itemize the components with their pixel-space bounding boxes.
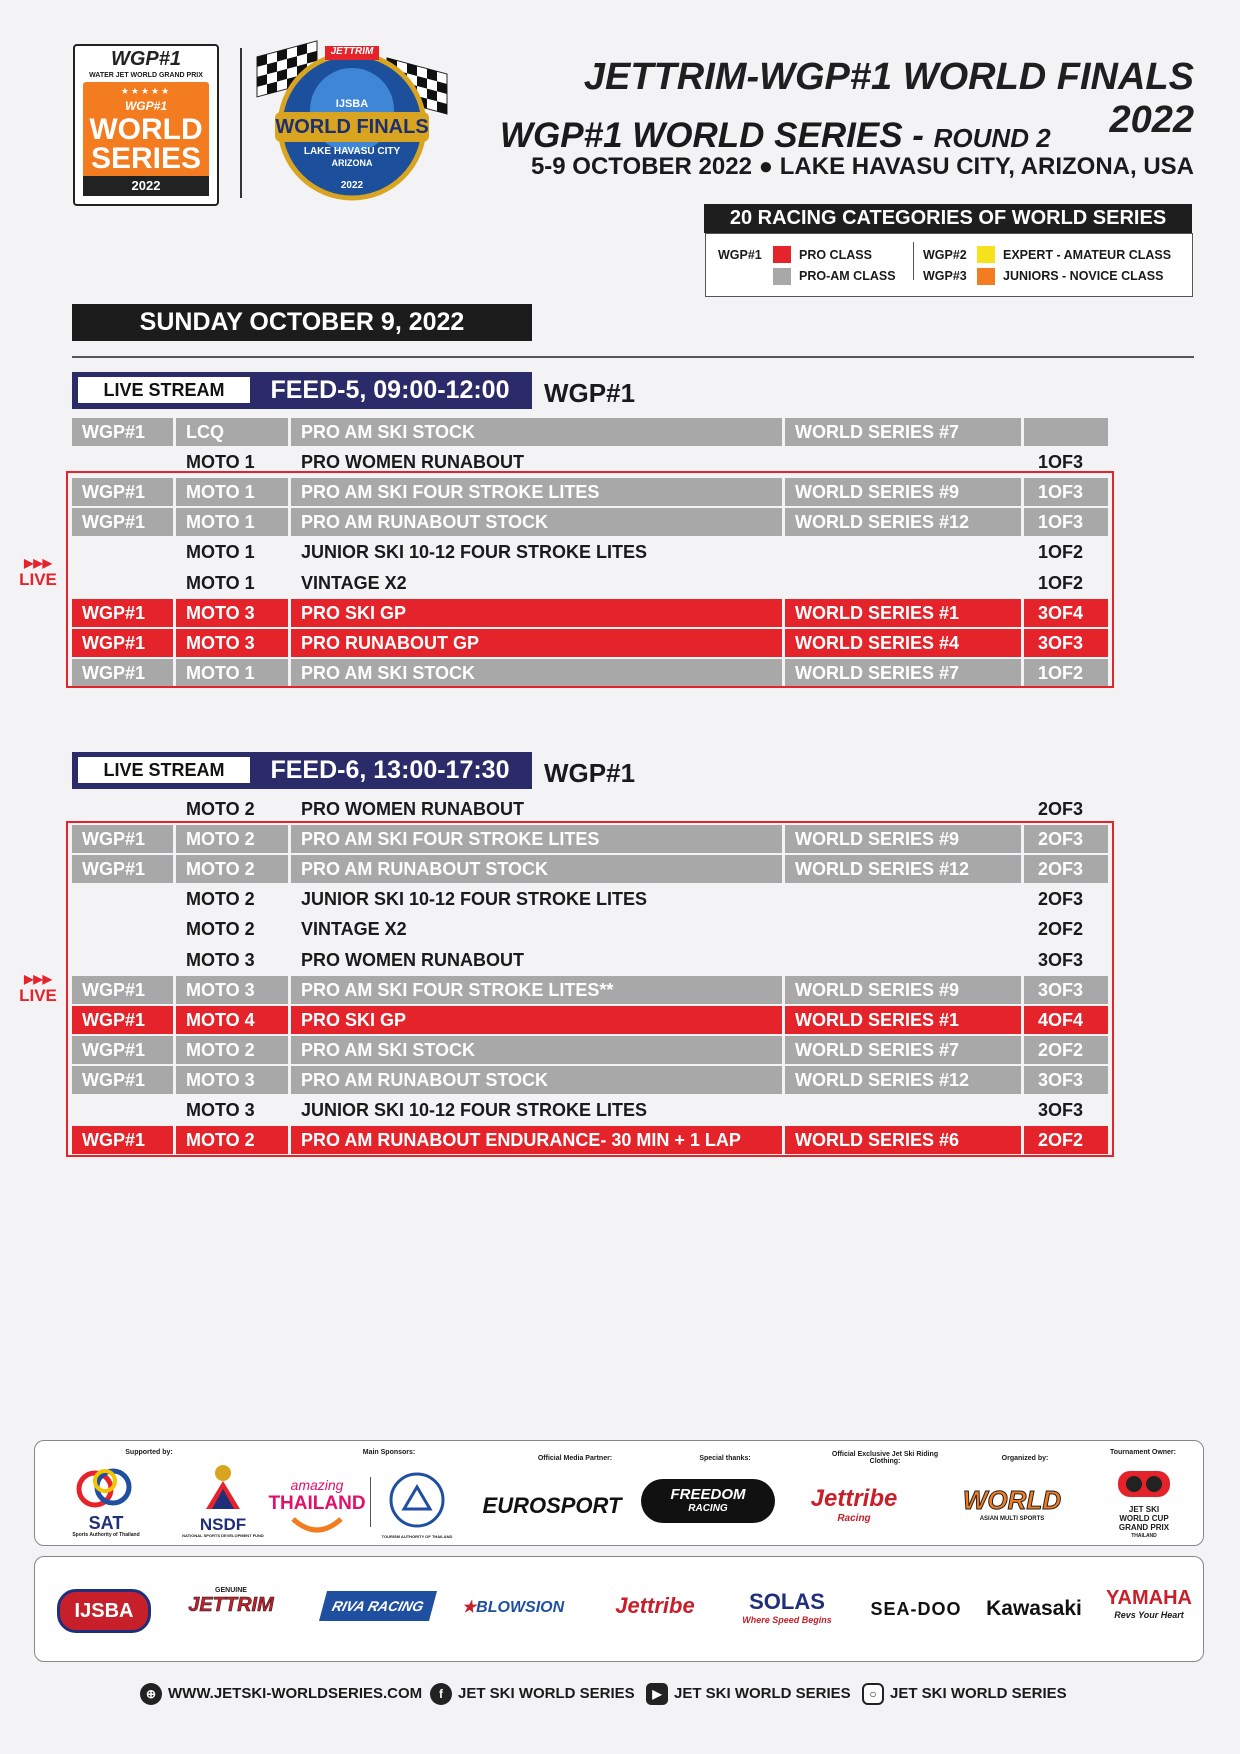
footer-instagram[interactable] [862,1682,1067,1706]
class-cell: WGP#1 [72,659,173,687]
sat-text: SAT [88,1513,124,1533]
class-cell: WGP#1 [72,629,173,657]
label-owner: Tournament Owner: [1110,1449,1176,1456]
legend-swatch-proam [773,268,791,285]
moto-cell: MOTO 2 [176,1126,288,1154]
wf-logo-loc1: LAKE HAVASU CITY [303,146,401,157]
jettrim-sub: GENUINE [215,1587,247,1594]
feed6-live-frame [66,821,1114,1157]
heat-cell: 2OF2 [1024,1126,1108,1154]
heat-cell: 1OF2 [1024,659,1108,687]
sat-logo [71,1467,141,1538]
live-text: LIVE [19,570,57,589]
category-cell: PRO SKI GP [291,599,782,627]
wf-logo-loc2: ARIZONA [331,158,373,168]
freedom-text: FREEDOM [670,1486,746,1503]
facebook-icon: f [430,1683,452,1705]
subtitle-round: ROUND 2 [933,123,1051,153]
moto-cell: MOTO 1 [176,659,288,687]
moto-cell: MOTO 1 [176,478,288,506]
series-cell: WORLD SERIES #7 [785,1036,1021,1064]
event-dates: 5-9 OCTOBER 2022 ● LAKE HAVASU CITY, ARIZONA, USA [530,153,1194,180]
world-logo [947,1485,1077,1522]
moto-cell: MOTO 2 [186,919,255,940]
yamaha-logo [1099,1587,1199,1620]
heat-cell: 3OF3 [1024,1066,1108,1094]
smile-swoosh-icon [287,1515,347,1537]
heat-cell: 3OF4 [1024,599,1108,627]
ws-logo-words [83,115,209,173]
tat-text: TOURISM AUTHORITY OF THAILAND [381,1534,453,1539]
world-sub: ASIAN MULTI SPORTS [979,1516,1045,1522]
feed5-live-frame [66,471,1114,688]
ws-logo-stars: ★★★★★ [120,86,172,96]
moto-cell: MOTO 2 [176,1036,288,1064]
category-cell: VINTAGE X2 [301,919,407,940]
freedom-sub: RACING [688,1503,728,1514]
category-cell: PRO AM RUNABOUT STOCK [291,508,782,536]
heat-cell: 1OF2 [1038,572,1084,593]
heat-cell: 1OF3 [1038,452,1084,473]
footer-facebook-text: JET SKI WORLD SERIES [458,1685,635,1702]
category-cell: PRO WOMEN RUNABOUT [301,452,524,473]
world-text: WORLD [962,1485,1062,1515]
sat-sub: Sports Authority of Thailand [72,1532,140,1538]
olympic-rings-icon [71,1467,141,1509]
legend-proam: PRO-AM CLASS [799,269,896,283]
feed6-tag: WGP#1 [544,758,636,788]
footer-youtube-text: JET SKI WORLD SERIES [674,1685,851,1702]
class-cell: WGP#1 [72,418,173,446]
heat-cell: 2OF3 [1024,825,1108,853]
page-title: JETTRIM-WGP#1 WORLD FINALS 2022 [583,56,1194,141]
moto-cell: MOTO 2 [176,825,288,853]
moto-cell: MOTO 3 [176,1066,288,1094]
legend-divider [913,242,914,280]
series-cell: WORLD SERIES #1 [785,1006,1021,1034]
ws-logo-orange-box [83,82,209,196]
class-cell: WGP#1 [72,855,173,883]
label-clothing: Official Exclusive Jet Ski Riding Clothing: [831,1451,939,1465]
thailand-text: THAILAND [268,1493,366,1514]
riva-racing-logo: RIVA RACING [319,1591,437,1621]
feed5-title: FEED-5, 09:00-12:00 [270,376,510,404]
subtitle-main: WGP#1 WORLD SERIES - [500,116,934,155]
page-subtitle [500,116,1080,156]
heat-cell: 3OF3 [1038,1100,1084,1120]
category-cell: PRO AM RUNABOUT ENDURANCE- 30 MIN + 1 LAP [291,1126,782,1154]
eurosport-logo: EUROSPORT [482,1493,622,1518]
legend-wgp2: WGP#2 [923,248,967,262]
legend-pro: PRO CLASS [799,248,872,262]
class-cell: WGP#1 [72,508,173,536]
jettribe-sub: Racing [837,1513,871,1524]
legend-swatch-expert [977,246,995,263]
category-cell: PRO AM RUNABOUT STOCK [291,1066,782,1094]
live-stream-label: LIVE STREAM [78,377,250,403]
blowsion-text: BLOWSION [476,1599,565,1616]
sponsors-box-2 [34,1556,1204,1662]
ws-logo-top: WGP#1 [110,48,182,70]
jettribe-text: Jettribe [810,1485,898,1512]
blowsion-logo [453,1597,573,1617]
live-arrows-icon: ▶▶▶ [24,556,52,570]
moto-cell: MOTO 2 [186,889,255,910]
heat-cell [1024,418,1108,446]
feed6-title: FEED-6, 13:00-17:30 [270,756,510,784]
nsdf-text: NSDF [199,1515,247,1534]
solas-text: SOLAS [749,1589,825,1614]
table-row [72,795,1108,823]
moto-cell: MOTO 2 [176,855,288,883]
category-cell: PRO RUNABOUT GP [291,629,782,657]
footer [140,1682,1120,1706]
category-cell: PRO AM SKI FOUR STROKE LITES [291,478,782,506]
owner-line4: THAILAND [1131,1533,1157,1539]
ijsba-logo: IJSBA [57,1589,151,1633]
feed6-header [72,752,532,789]
series-cell: WORLD SERIES #4 [785,629,1021,657]
heat-cell: 1OF3 [1024,508,1108,536]
moto-cell: MOTO 4 [176,1006,288,1034]
legend-swatch-pro [773,246,791,263]
moto-cell: MOTO 3 [186,949,255,970]
category-cell: PRO AM SKI STOCK [291,659,782,687]
footer-instagram-text: JET SKI WORLD SERIES [890,1685,1067,1702]
series-cell: WORLD SERIES #7 [785,659,1021,687]
footer-facebook[interactable] [430,1682,635,1706]
legend-juniors: JUNIORS - NOVICE CLASS [1003,269,1164,283]
header-divider [240,48,242,198]
goggles-emblem-icon [1114,1463,1174,1503]
owner-line3: GRAND PRIX [1118,1523,1170,1532]
class-cell: WGP#1 [72,1066,173,1094]
category-cell: JUNIOR SKI 10-12 FOUR STROKE LITES [301,1100,648,1120]
table-row [72,418,1108,446]
heat-cell: 3OF3 [1038,949,1084,970]
footer-youtube[interactable] [646,1682,851,1706]
series-cell: WORLD SERIES #12 [785,855,1021,883]
label-supported: Supported by: [125,1449,173,1456]
tat-logo [377,1471,457,1539]
series-cell: WORLD SERIES #9 [785,478,1021,506]
series-cell: WORLD SERIES #7 [785,418,1021,446]
legend-wgp3: WGP#3 [923,269,967,283]
series-cell: WORLD SERIES #12 [785,508,1021,536]
jettrim-text: JETTRIM [188,1594,274,1616]
heat-cell: 1OF3 [1024,478,1108,506]
class-cell: WGP#1 [72,825,173,853]
jettrim-logo [171,1587,291,1617]
yamaha-text: YAMAHA [1106,1587,1192,1609]
category-cell: PRO AM SKI STOCK [291,1036,782,1064]
owner-line2: WORLD CUP [1119,1514,1169,1523]
ws-logo-year: 2022 [83,176,209,196]
ws-logo-line1: WORLD [89,113,203,146]
series-cell: WORLD SERIES #9 [785,825,1021,853]
footer-website-text: WWW.JETSKI-WORLDSERIES.COM [168,1685,423,1702]
label-main-sponsors: Main Sponsors: [362,1449,416,1456]
moto-cell: MOTO 3 [186,1100,255,1120]
series-cell: WORLD SERIES #12 [785,1066,1021,1094]
heat-cell: 2OF2 [1038,919,1084,940]
wf-logo-main: WORLD FINALS [275,116,429,138]
owner-line1: JET SKI [1128,1505,1160,1514]
category-cell: PRO WOMEN RUNABOUT [301,799,524,819]
heat-cell: 2OF3 [1038,889,1084,910]
series-cell: WORLD SERIES #1 [785,599,1021,627]
feed5-header [72,372,532,409]
category-cell: PRO AM RUNABOUT STOCK [291,855,782,883]
moto-cell: MOTO 1 [186,452,255,473]
youtube-icon: ▶ [646,1683,668,1705]
class-cell: WGP#1 [72,1006,173,1034]
heat-cell: 1OF2 [1038,542,1084,563]
globe-icon: ⊕ [140,1683,162,1705]
feed6-live-indicator [8,972,68,1006]
legend-swatch-juniors [977,268,995,285]
category-cell: PRO SKI GP [291,1006,782,1034]
heat-cell: 3OF3 [1024,976,1108,1004]
solas-logo [727,1589,847,1625]
heat-cell: 2OF2 [1024,1036,1108,1064]
amazing-thailand-logo [257,1477,377,1542]
category-cell: VINTAGE X2 [301,572,407,593]
category-cell: PRO AM SKI STOCK [291,418,782,446]
class-cell [72,795,173,823]
heat-cell: 2OF3 [1038,799,1084,819]
nsdf-sub: NATIONAL SPORTS DEVELOPMENT FUND [182,1533,264,1538]
moto-cell: MOTO 2 [186,799,255,819]
heat-cell: 4OF4 [1024,1006,1108,1034]
moto-cell: MOTO 1 [186,542,255,563]
legend-title: 20 RACING CATEGORIES OF WORLD SERIES [704,204,1192,233]
freedom-racing-logo [641,1479,775,1523]
yamaha-sub: Revs Your Heart [1114,1610,1184,1620]
sponsor-divider [370,1477,371,1527]
category-cell: JUNIOR SKI 10-12 FOUR STROKE LITES [301,542,648,563]
category-cell: PRO AM SKI FOUR STROKE LITES [291,825,782,853]
ws-logo-subtext: WATER JET WORLD GRAND PRIX [89,72,203,79]
legend-wgp1: WGP#1 [718,248,762,262]
series-cell: WORLD SERIES #9 [785,976,1021,1004]
series-cell: WORLD SERIES #6 [785,1126,1021,1154]
moto-cell: MOTO 1 [176,508,288,536]
amazing-text: amazing [290,1477,344,1493]
live-text: LIVE [19,986,57,1005]
category-cell: PRO WOMEN RUNABOUT [301,949,524,970]
legend-box [705,233,1193,297]
class-cell: WGP#1 [72,599,173,627]
world-finals-logo [253,40,451,212]
ws-logo-brand: WGP#1 [124,99,167,113]
label-organized: Organized by: [1001,1455,1049,1462]
tat-emblem-icon [388,1471,446,1529]
wf-logo-top: JETTRIM [330,46,374,57]
series-cell [785,795,1021,823]
instagram-icon: ○ [862,1683,884,1705]
ws-logo-line2: SERIES [90,142,202,175]
nsdf-emblem-icon [198,1461,248,1511]
jettribe2-logo: Jettribe [615,1593,695,1618]
sponsors-box-1 [34,1440,1204,1546]
footer-website[interactable] [140,1682,422,1706]
section-divider [72,356,1194,358]
feed5-live-indicator [8,556,68,590]
wf-logo-org: IJSBA [335,98,369,110]
label-media: Official Media Partner: [537,1455,613,1462]
legend-expert: EXPERT - AMATEUR CLASS [1003,248,1172,262]
category-cell: PRO AM SKI FOUR STROKE LITES** [291,976,782,1004]
day-banner: SUNDAY OCTOBER 9, 2022 [72,304,532,341]
label-thanks: Special thanks: [699,1455,751,1462]
world-series-logo [73,44,219,206]
kawasaki-logo: Kawasaki [986,1597,1082,1620]
wf-logo-year: 2022 [340,180,364,191]
moto-cell: MOTO 3 [176,599,288,627]
star-icon: ★ [461,1599,477,1616]
category-cell: JUNIOR SKI 10-12 FOUR STROKE LITES [301,889,648,910]
class-cell: WGP#1 [72,1126,173,1154]
moto-cell: LCQ [176,418,288,446]
moto-cell: MOTO 1 [186,572,255,593]
heat-cell: 2OF3 [1024,855,1108,883]
tournament-owner-logo [1099,1463,1189,1541]
class-cell: WGP#1 [72,1036,173,1064]
solas-sub: Where Speed Begins [742,1615,832,1625]
moto-cell: MOTO 3 [176,976,288,1004]
seadoo-logo: SEA-DOO [870,1599,962,1619]
heat-cell: 3OF3 [1024,629,1108,657]
class-cell: WGP#1 [72,976,173,1004]
live-stream-label: LIVE STREAM [78,757,250,783]
feed5-tag: WGP#1 [544,378,636,408]
class-cell: WGP#1 [72,478,173,506]
moto-cell: MOTO 3 [176,629,288,657]
jettribe-logo [779,1485,929,1524]
live-arrows-icon: ▶▶▶ [24,972,52,986]
